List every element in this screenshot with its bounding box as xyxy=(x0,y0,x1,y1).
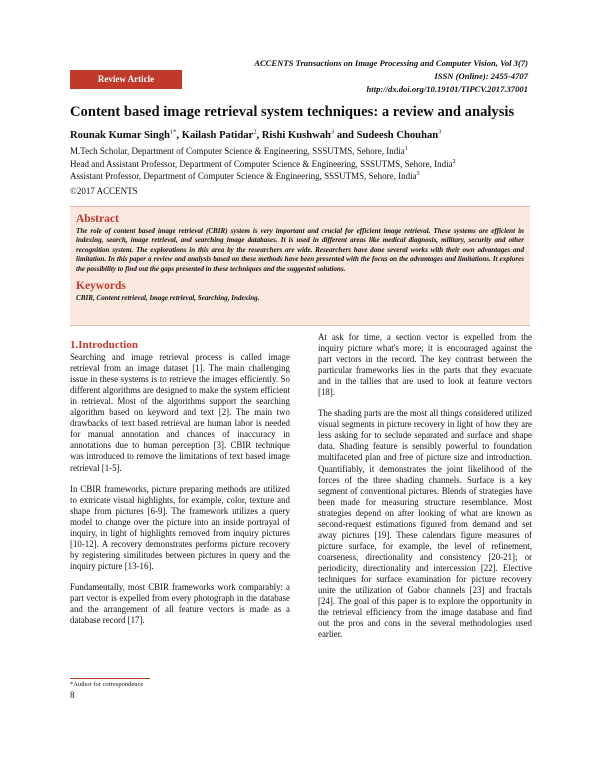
right-column xyxy=(318,332,532,650)
author-name: Kailash Patidar xyxy=(181,130,254,141)
abstract-heading: Abstract xyxy=(76,213,119,225)
keywords-heading: Keywords xyxy=(76,280,126,293)
article-type-badge: Review Article xyxy=(70,70,182,89)
abstract-text: The role of content based image retrieval (CBIR) system is very important and crucial for efficient image retrieval. These systems are efficient in indexing, search, image retrieval, and searching image databases. It is used in different areas like medical diagnosis, military, security and other recognition system. The explorations in this area by the researchers are wide. Researchers have done several works with their own advantages and limitation. In this paper a review and analysis based on these methods have been presented with the focus on the advantages and limitations. It explores the possibility to find out the gaps presented in these techniques and the suggested solutions. xyxy=(76,227,524,273)
affiliation-text: Head and Assistant Professor, Department of Computer Science & Engineering, SSSUTMS, Sehore, India xyxy=(70,158,453,169)
keywords-text: CBIR, Content retrieval, Image retrieval, Searching, Indexing. xyxy=(76,294,260,303)
copyright-notice: ©2017 ACCENTS xyxy=(70,186,138,196)
abstract-box xyxy=(70,206,530,326)
journal-issn: ISSN (Online): 2455-4707 xyxy=(434,71,528,81)
footnote-divider xyxy=(70,678,150,679)
affiliation-text: Assistant Professor, Department of Computer Science & Engineering, SSSUTMS, Sehore, India xyxy=(70,171,417,181)
affiliation-sup: 3 xyxy=(416,171,420,177)
section-heading-introduction: 1.Introduction xyxy=(70,339,138,351)
author-sep: , xyxy=(176,130,182,141)
author-sup: 1* xyxy=(169,128,177,136)
author-sup: 2 xyxy=(253,128,257,136)
paragraph: Searching and image retrieval process is called image retrieval from an image dataset [1]. The main challenging issue in these systems is to retrieve the images efficiently. So different algorithms are designed to make the system efficient in retrieval. Most of the algorithms support the searching algorithm based on keyword and text [2]. The main two drawbacks of text based retrieval are human labor is needed for manual annotation and chances of inaccuracy in annotations due to human perception [3]. CBIR technique was introduced to remove the limitations of text based image retrieval [1-5]. xyxy=(70,352,290,473)
author-name: Sudeesh Chouhan xyxy=(356,130,439,141)
affiliation xyxy=(70,145,540,158)
author-sup: 3 xyxy=(330,128,335,136)
paragraph: In CBIR frameworks, picture preparing methods are utilized to extricate visual highlights, for example, color, texture and shape from pictures [6-9]. The framework utilizes a query model to change over the picture into an inside portrayal of inquiry, in light of highlights removed from inquiry pictures [10-12]. A recovery demonstrates performs picture recovery by registering similitudes between pictures in query and the inquiry picture [13-16]. xyxy=(70,483,290,571)
paragraph: At ask for time, a section vector is expelled from the inquiry picture what's more; it is encouraged against the part vectors in the record. The key contrast between the particular frameworks lies in the parts that they evacuate and in the tallies that are used to look at feature vectors [18]. xyxy=(318,332,532,398)
affiliation xyxy=(70,170,540,183)
journal-info xyxy=(208,57,528,96)
footnote: *Author for correspondence xyxy=(70,681,144,688)
affiliation-text: M.Tech Scholar, Department of Computer Science & Engineering, SSSUTMS, Sehore, India xyxy=(70,146,405,156)
journal-name: ACCENTS Transactions on Image Processing and Computer Vision, Vol 3(7) xyxy=(254,58,528,68)
author-sep: and xyxy=(334,130,357,141)
affiliation xyxy=(70,158,540,171)
author-sup: 3 xyxy=(438,128,442,136)
paper-title: Content based image retrieval system techniques: a review and analysis xyxy=(70,104,515,120)
author-list xyxy=(70,130,441,141)
author-name: Rounak Kumar Singh xyxy=(70,130,170,141)
paragraph: Fundamentally, most CBIR frameworks work comparably: a part vector is expelled from every photograph in the database and the arrangement of all feature vectors is made as a database record [17]. xyxy=(70,581,290,626)
affiliation-sup: 2 xyxy=(452,158,456,165)
page-number: 8 xyxy=(70,690,75,700)
author-name: Rishi Kushwah xyxy=(261,130,331,141)
author-sep: , xyxy=(256,130,262,141)
affiliation-sup: 1 xyxy=(404,146,408,152)
left-column xyxy=(70,340,290,636)
journal-doi[interactable]: http://dx.doi.org/10.19101/TIPCV.2017.37001 xyxy=(366,84,528,94)
paragraph: The shading parts are the most all things considered utilized visual segments in picture recovery in light of how they are less asking for to seclude separated and surface and shape data. Shading feature is sensibly powerful to foundation multifaceted plan and free of picture size and introduction. Quantifiably, it demonstrates the joint likelihood of the forces of the three shading channels. Surface is a key segment of conventional pictures. Blends of strategies have been made for measuring structure resemblance. Most strategies depend on after looking of what are known as second-request estimations figured from demand and set away pictures [19]. These calendars figure measures of picture surface, for example, the level of refinement, coarseness, directionality and consistency [20-21]; or periodicity, directionality and intercession [22]. Elective techniques for surface examination for picture recovery unite the utilization of Gabor channels [23] and fractals [24]. The goal of this paper is to explore the opportunity in the retrieval efficiency from the image database and find out the pros and cons in the several methodologies used earlier. xyxy=(318,408,532,640)
affiliations xyxy=(70,145,540,183)
